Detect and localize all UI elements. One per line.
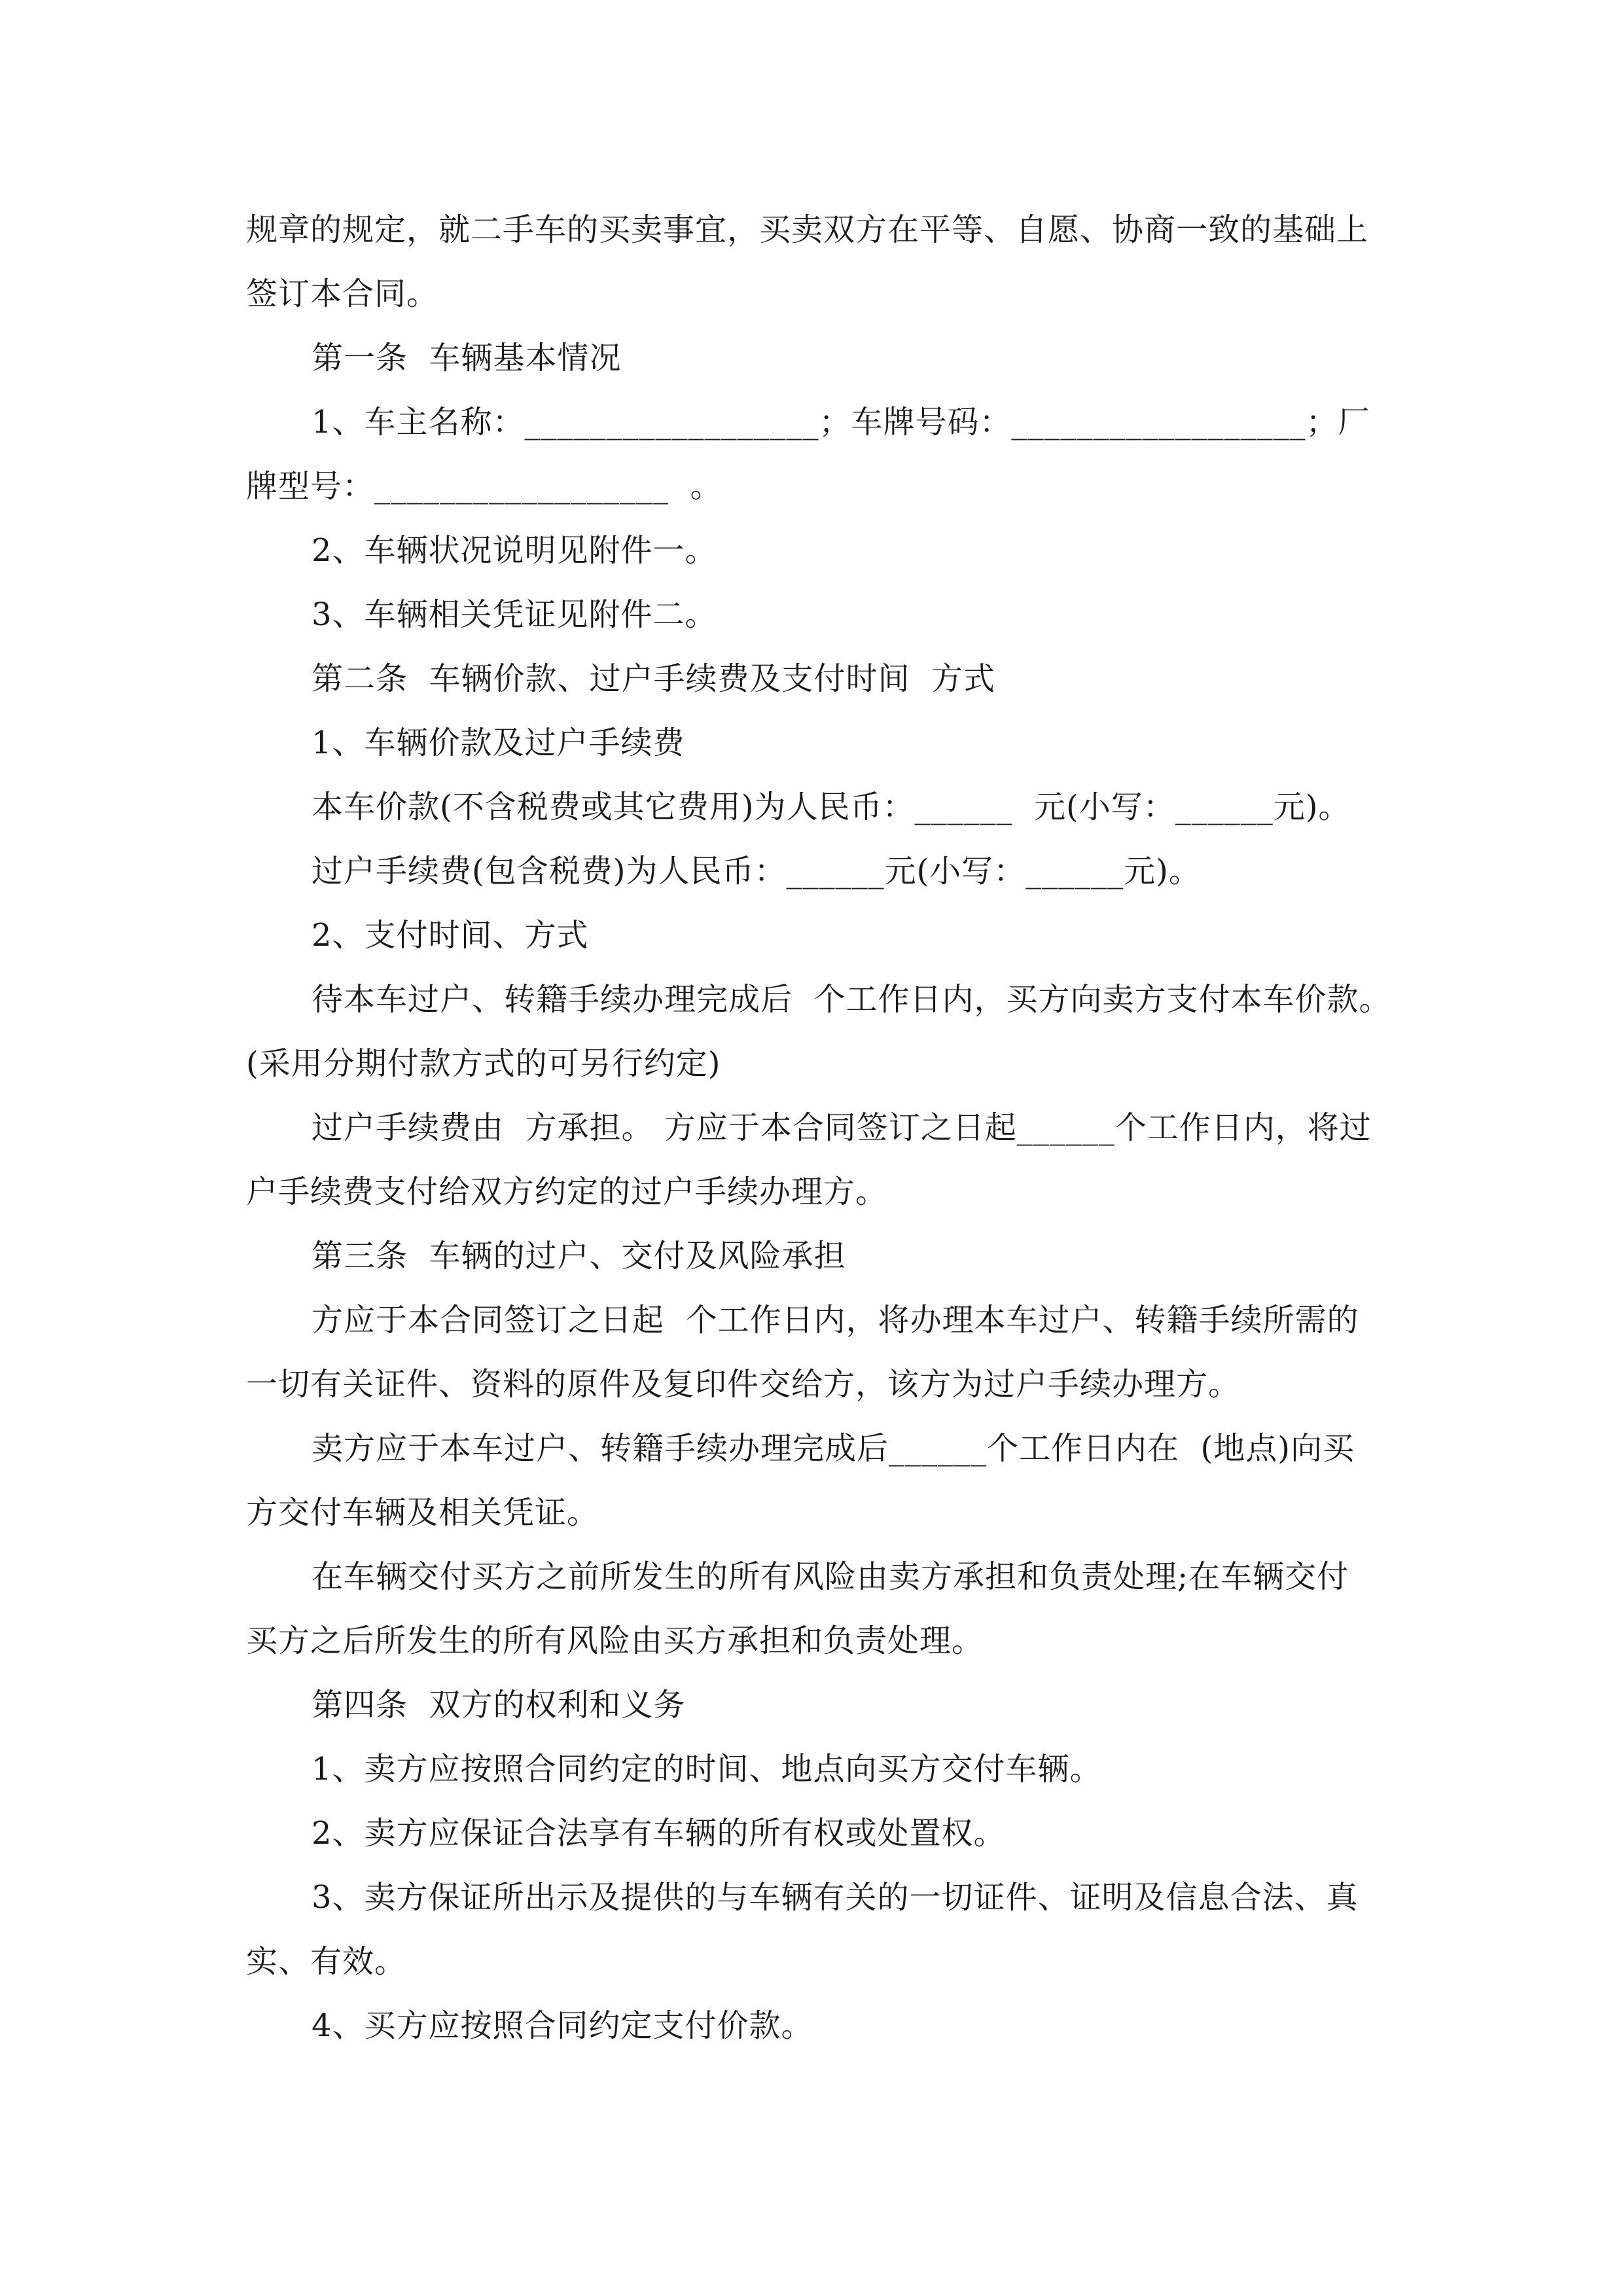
article-heading: 第四条 双方的权利和义务 [312,1687,686,1723]
paragraph-line: 牌型号：__________________ 。 [246,468,722,505]
paragraph-line: 2、卖方应保证合法享有车辆的所有权或处置权。 [312,1815,1006,1852]
paragraph-line: 一切有关证件、资料的原件及复印件交给方，该方为过户手续办理方。 [246,1366,1241,1403]
paragraph-line: 3、车辆相关凭证见附件二。 [312,596,717,633]
paragraph-line: 签订本合同。 [246,276,439,312]
paragraph-line: 1、卖方应按照合同约定的时间、地点向买方交付车辆。 [312,1751,1102,1787]
article-heading: 第三条 车辆的过户、交付及风险承担 [312,1238,846,1274]
paragraph-line: 过户手续费(包含税费)为人民币：______元(小写：______元)。 [312,853,1201,889]
paragraph-line: 1、车主名称：__________________；车牌号码：__________________；厂 [312,404,1370,440]
paragraph-line: 方应于本合同签订之日起 个工作日内，将办理本车过户、转籍手续所需的 [312,1302,1359,1338]
paragraph-line: 4、买方应按照合同约定支付价款。 [312,2007,813,2044]
paragraph-line: 待本车过户、转籍手续办理完成后 个工作日内，买方向卖方支付本车价款。 [312,981,1391,1018]
paragraph-line: 户手续费支付给双方约定的过户手续办理方。 [246,1174,888,1210]
article-heading: 第二条 车辆价款、过户手续费及支付时间 方式 [312,660,996,697]
paragraph-line: 3、卖方保证所出示及提供的与车辆有关的一切证件、证明及信息合法、真 [312,1879,1359,1916]
contract-body [246,198,1391,2058]
paragraph-line: 方交付车辆及相关凭证。 [246,1494,599,1531]
paragraph-line: 实、有效。 [246,1943,407,1980]
article-heading: 第一条 车辆基本情况 [312,340,622,376]
paragraph-line: 在车辆交付买方之前所发生的所有风险由卖方承担和负责处理;在车辆交付 [312,1558,1349,1595]
paragraph-line: 卖方应于本车过户、转籍手续办理完成后______个工作日内在 (地点)向买 [312,1430,1355,1467]
paragraph-line: 过户手续费由 方承担。 方应于本合同签订之日起______个工作日内，将过 [312,1109,1372,1146]
paragraph-line: 2、车辆状况说明见附件一。 [312,532,717,569]
paragraph-line: 本车价款(不含税费或其它费用)为人民币：______ 元(小写：______元)。 [312,789,1351,825]
paragraph-line: 规章的规定，就二手车的买卖事宜，买卖双方在平等、自愿、协商一致的基础上 [246,211,1369,248]
paragraph-line: (采用分期付款方式的可另行约定) [246,1045,721,1082]
paragraph-line: 1、车辆价款及过户手续费 [312,725,685,761]
paragraph-line: 买方之后所发生的所有风险由买方承担和负责处理。 [246,1623,984,1659]
paragraph-line: 2、支付时间、方式 [312,917,589,954]
